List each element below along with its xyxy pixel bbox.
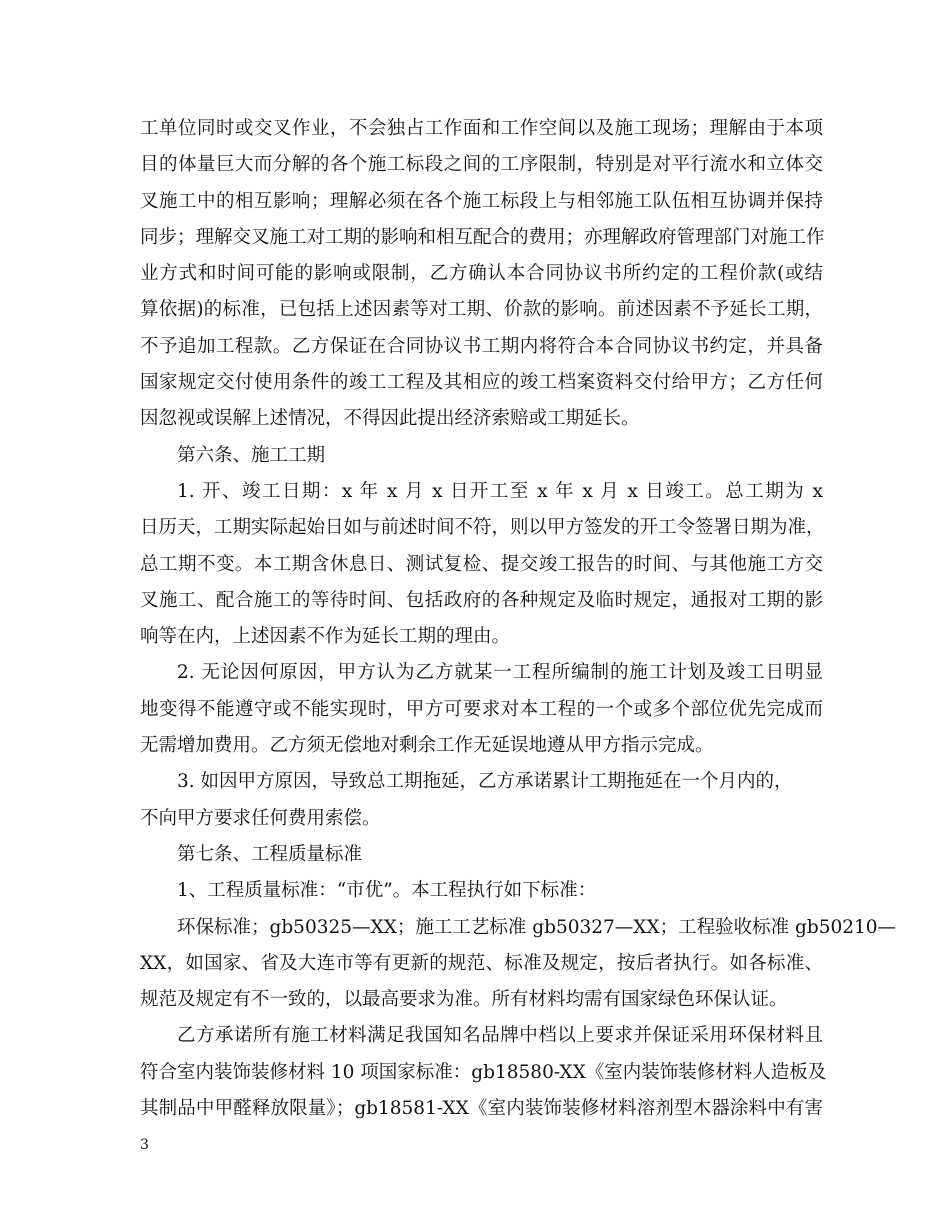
text-line: 不向甲方要求任何费用索偿。 [140,807,381,829]
text-line: 同步；理解交叉施工对工期的影响和相互配合的费用；亦理解政府管理部门对施工作 [140,226,825,248]
page-number: 3 [140,1137,149,1153]
text-line: 2. 无论因何原因，甲方认为乙方就某一工程所编制的施工计划及竣工日明显 [177,662,823,684]
text-line: XX，如国家、省及大连市等有更新的规范、标准及规定，按后者执行。如各标准、 [140,952,823,974]
text-line: 环保标准；gb50325—XX；施工工艺标准 gb50327—XX；工程验收标准 gb50210— [177,916,897,938]
text-line: 日历天，工期实际起始日如与前述时间不符，则以甲方签发的开工令签署日期为准， [140,517,825,539]
text-line: 其制品中甲醛释放限量》；gb18581-XX《室内装饰装修材料溶剂型木器涂料中有害 [140,1098,823,1120]
text-line: 业方式和时间可能的影响或限制，乙方确认本合同协议书所约定的工程价款(或结 [140,263,823,285]
text-line: 1、工程质量标准：“市优”。本工程执行如下标准： [177,880,597,902]
text-line: 3. 如因甲方原因，导致总工期拖延，乙方承诺累计工期拖延在一个月内的， [177,771,793,793]
text-line: 响等在内，上述因素不作为延长工期的理由。 [140,626,511,648]
text-line: 因忽视或误解上述情况，不得因此提出经济索赔或工期延长。 [140,408,640,430]
text-line: 地变得不能遵守或不能实现时，甲方可要求对本工程的一个或多个部位优先完成而 [140,698,823,720]
text-line: 无需增加费用。乙方须无偿地对剩余工作无延误地遵从甲方指示完成。 [140,735,714,757]
text-line: 叉施工中的相互影响；理解必须在各个施工标段上与相邻施工队伍相互协调并保持 [140,190,823,212]
text-line: 不予追加工程款。乙方保证在合同协议书工期内将符合本合同协议书约定，并具备 [140,335,823,357]
text-line: 总工期不变。本工期含休息日、测试复检、提交竣工报告的时间、与其他施工方交 [140,553,823,575]
text-line: 国家规定交付使用条件的竣工工程及其相应的竣工档案资料交付给甲方；乙方任何 [140,372,823,394]
text-line: 第六条、施工工期 [177,444,326,466]
text-line: 工单位同时或交叉作业，不会独占工作面和工作空间以及施工现场；理解由于本项 [140,118,823,139]
text-line: 规范及规定有不一致的，以最高要求为准。所有材料均需有国家绿色环保认证。 [140,989,788,1011]
text-line: 叉施工、配合施工的等待时间、包括政府的各种规定及临时规定，通报对工期的影 [140,589,823,611]
text-line: 第七条、工程质量标准 [177,843,363,865]
text-line: 乙方承诺所有施工材料满足我国知名品牌中档以上要求并保证采用环保材料且 [177,1025,823,1047]
text-line: 目的体量巨大而分解的各个施工标段之间的工序限制，特别是对平行流水和立体交 [140,154,823,176]
text-line: 1. 开、竣工日期：x 年 x 月 x 日开工至 x 年 x 月 x 日竣工。总工期为 x [177,480,823,502]
body-text [140,111,897,1127]
text-line: 算依据)的标准，已包括上述因素等对工期、价款的影响。前述因素不予延长工期， [140,299,823,321]
text-line: 符合室内装饰装修材料 10 项国家标准：gb18580-XX《室内装饰装修材料人造板及 [140,1061,827,1083]
